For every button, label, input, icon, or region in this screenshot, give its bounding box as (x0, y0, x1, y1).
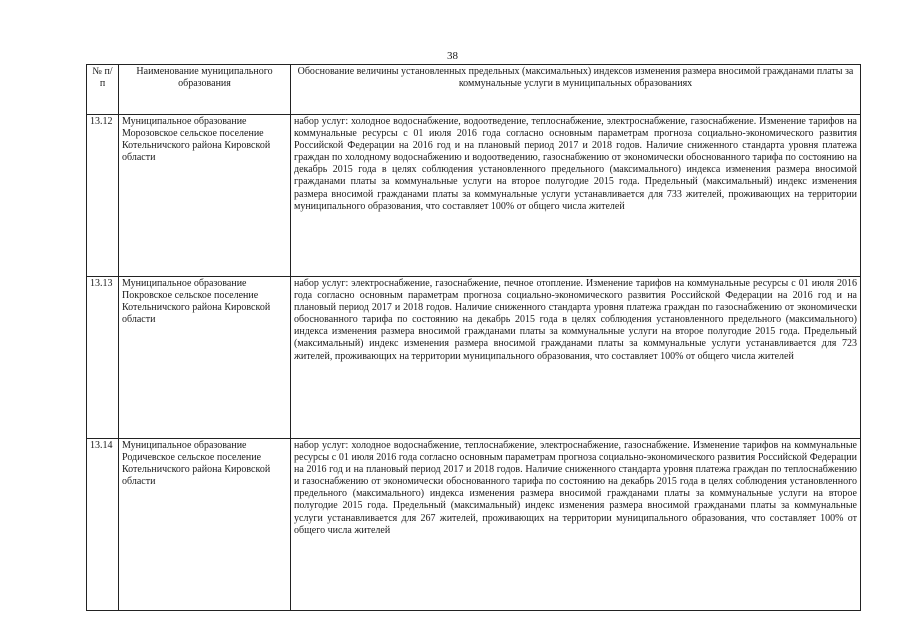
row-number: 13.12 (87, 115, 119, 277)
table-header-row (87, 65, 861, 115)
municipality-name: Муниципальное образование Родичевское сельское поселение Котельничского района Кировской области (119, 439, 291, 611)
table-row (87, 439, 861, 611)
row-number: 13.14 (87, 439, 119, 611)
table-row (87, 115, 861, 277)
table-row (87, 277, 861, 439)
row-number: 13.13 (87, 277, 119, 439)
justification-text: набор услуг: холодное водоснабжение, теплоснабжение, электроснабжение, газоснабжение. Изменение тарифов на коммунальные ресурсы с 01 июля 2016 года согласно основным параметрам прогноза социально-экономического развития Российской Федерации на 2016 год и на плановый период 2017 и 2018 годов. Наличие сниженного стандарта уровня платежа граждан по теплоснабжению и газоснабжению от экономически обоснованного тарифа по состоянию на декабрь 2015 года в целях соблюдения установленного предельного (максимального) индекса изменения размера вносимой гражданами платы за коммунальные услуги на второе полугодие 2015 года. Предельный (максимальный) индекс изменения размера вносимой гражданами платы за коммунальные услуги устанавливается для 267 жителей, проживающих на территории муниципального образования, что составляет 100% от общего числа жителей (291, 439, 861, 611)
header-name: Наименование муниципального образования (119, 65, 291, 115)
justification-text: набор услуг: холодное водоснабжение, водоотведение, теплоснабжение, электроснабжение, газоснабжение. Изменение тарифов на коммунальные ресурсы с 01 июля 2016 года согласно основным параметрам прогноза социально-экономического развития Российской Федерации на 2016 год и на плановый период 2017 и 2018 годов. Наличие сниженного стандарта уровня платежа граждан по холодному водоснабжению и водоотведению, газоснабжению от экономически обоснованного тарифа по состоянию на декабрь 2015 года в целях соблюдения установленного предельного (максимального) индекса изменения размера вносимой гражданами платы за коммунальные услуги на второе полугодие 2015 года. Предельный (максимальный) индекс изменения размера вносимой гражданами платы за коммунальные услуги устанавливается для 733 жителей, проживающих на территории муниципального образования, что составляет 100% от общего числа жителей (291, 115, 861, 277)
justification-text: набор услуг: электроснабжение, газоснабжение, печное отопление. Изменение тарифов на коммунальные ресурсы с 01 июля 2016 года согласно основным параметрам прогноза социально-экономического развития Российской Федерации на 2016 год и на плановый период 2017 и 2018 годов. Наличие сниженного стандарта уровня платежа граждан по газоснабжению от экономически обоснованного тарифа по состоянию на декабрь 2015 года в целях соблюдения установленного предельного (максимального) индекса изменения размера вносимой гражданами платы за коммунальные услуги на второе полугодие 2015 года. Предельный (максимальный) индекс изменения размера вносимой гражданами платы за коммунальные услуги устанавливается для 723 жителей, проживающих на территории муниципального образования, что составляет 100% от общего числа жителей (291, 277, 861, 439)
municipality-name: Муниципальное образование Морозовское сельское поселение Котельничского района Кировской области (119, 115, 291, 277)
header-justification: Обоснование величины установленных предельных (максимальных) индексов изменения размера вносимой гражданами платы за коммунальные услуги в муниципальных образованиях (291, 65, 861, 115)
municipality-name: Муниципальное образование Покровское сельское поселение Котельничского района Кировской области (119, 277, 291, 439)
header-num: № п/п (87, 65, 119, 115)
page-number: 38 (447, 50, 458, 62)
tariff-index-table (86, 64, 861, 611)
